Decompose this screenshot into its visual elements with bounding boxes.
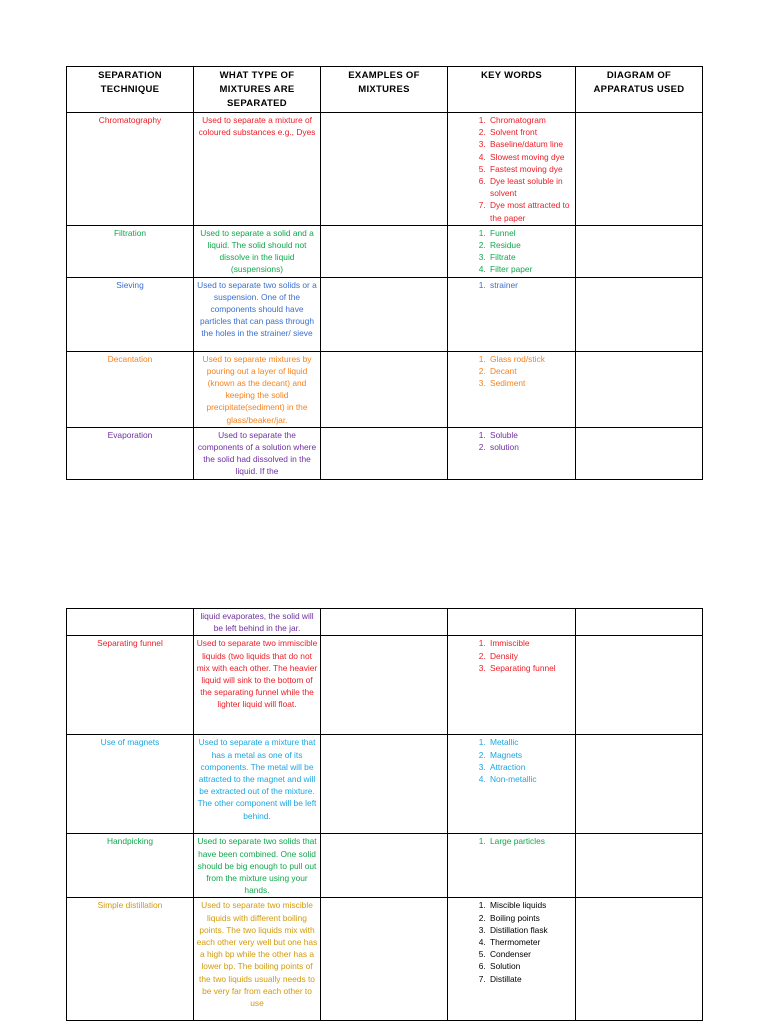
keyword-item: 3. Filtrate xyxy=(488,251,573,263)
description-cell: Used to separate the components of a solution where the solid had dissolved in the liquid. If the xyxy=(194,427,321,479)
keyword-item: 4. Thermometer xyxy=(488,936,573,948)
keyword-item: 3. Sediment xyxy=(488,377,573,389)
keyword-list xyxy=(450,637,573,674)
diagram-cell xyxy=(576,427,703,479)
keyword-item: 6. Dye least soluble in solvent xyxy=(488,175,573,199)
keyword-item: 5. Fastest moving dye xyxy=(488,163,573,175)
diagram-cell xyxy=(576,834,703,898)
keyword-list xyxy=(450,835,573,847)
examples-cell xyxy=(321,427,448,479)
description-cell: Used to separate two solids or a suspension. One of the components should have particles that can pass through the holes in the strainer/ sieve xyxy=(194,277,321,351)
table-row xyxy=(67,609,703,636)
separation-table-part-2 xyxy=(66,608,703,1021)
keyword-list xyxy=(450,899,573,984)
header-mixtures: WHAT TYPE OF MIXTURES ARE SEPARATED xyxy=(194,67,321,113)
table-row xyxy=(67,636,703,735)
examples-cell xyxy=(321,636,448,735)
keyword-item: 4. Filter paper xyxy=(488,263,573,275)
keyword-item: 1. Chromatogram xyxy=(488,114,573,126)
description-cell: Used to separate two solids that have been combined. One solid should be big enough to pull out from the mixture using your hands. xyxy=(194,834,321,898)
keyword-item: 6. Solution xyxy=(488,960,573,972)
diagram-cell xyxy=(576,898,703,1021)
keyword-item: 2. Solvent front xyxy=(488,126,573,138)
keywords-cell xyxy=(448,113,576,226)
keyword-item: 3. Separating funnel xyxy=(488,662,573,674)
diagram-cell xyxy=(576,735,703,834)
keywords-cell xyxy=(448,834,576,898)
keywords-cell xyxy=(448,735,576,834)
table-row xyxy=(67,735,703,834)
diagram-cell xyxy=(576,351,703,427)
keywords-cell xyxy=(448,277,576,351)
diagram-cell xyxy=(576,636,703,735)
keyword-item: 7. Distillate xyxy=(488,973,573,985)
keyword-list xyxy=(450,114,573,224)
keyword-item: 5. Condenser xyxy=(488,948,573,960)
keyword-list xyxy=(450,429,573,453)
keyword-item: 2. solution xyxy=(488,441,573,453)
diagram-cell xyxy=(576,113,703,226)
keywords-cell xyxy=(448,636,576,735)
keyword-item: 4. Slowest moving dye xyxy=(488,151,573,163)
header-row xyxy=(67,67,703,113)
keyword-item: 3. Attraction xyxy=(488,761,573,773)
description-cell: Used to separate a mixture that has a metal as one of its components. The metal will be attracted to the magnet and will be extracted out of the mixture. The other component will be left behind. xyxy=(194,735,321,834)
description-cell: Used to separate two miscible liquids with different boiling points. The two liquids mix with each other very well but one has a high bp while the other has a lower bp. The boiling points of the two liquids usually needs to be very far from each other to use xyxy=(194,898,321,1021)
header-diagram: DIAGRAM OF APPARATUS USED xyxy=(576,67,703,113)
keyword-item: 7. Dye most attracted to the paper xyxy=(488,199,573,223)
technique-cell: Separating funnel xyxy=(67,636,194,735)
description-cell: Used to separate mixtures by pouring out a layer of liquid (known as the decant) and keeping the solid precipitate(sediment) in the glass/beaker/jar. xyxy=(194,351,321,427)
examples-cell xyxy=(321,351,448,427)
diagram-cell xyxy=(576,609,703,636)
header-examples: EXAMPLES OF MIXTURES xyxy=(321,67,448,113)
keyword-item: 3. Distillation flask xyxy=(488,924,573,936)
keyword-item: 1. Miscible liquids xyxy=(488,899,573,911)
technique-cell: Evaporation xyxy=(67,427,194,479)
keyword-item: 1. strainer xyxy=(488,279,573,291)
keyword-list xyxy=(450,279,573,291)
keyword-item: 1. Glass rod/stick xyxy=(488,353,573,365)
table-row xyxy=(67,113,703,226)
technique-cell: Sieving xyxy=(67,277,194,351)
table-row xyxy=(67,427,703,479)
technique-cell: Simple distillation xyxy=(67,898,194,1021)
keyword-item: 1. Immiscible xyxy=(488,637,573,649)
keyword-item: 1. Funnel xyxy=(488,227,573,239)
keyword-item: 1. Soluble xyxy=(488,429,573,441)
description-cell: Used to separate two immiscible liquids (two liquids that do not mix with each other. The heavier liquid will sink to the bottom of the separating funnel while the lighter liquid will float. xyxy=(194,636,321,735)
keywords-cell xyxy=(448,225,576,277)
keywords-cell xyxy=(448,898,576,1021)
table-row xyxy=(67,225,703,277)
description-cell: Used to separate a mixture of coloured substances e.g., Dyes xyxy=(194,113,321,226)
examples-cell xyxy=(321,834,448,898)
keyword-item: 2. Residue xyxy=(488,239,573,251)
keywords-cell xyxy=(448,609,576,636)
examples-cell xyxy=(321,735,448,834)
keyword-list xyxy=(450,353,573,390)
keyword-item: 2. Decant xyxy=(488,365,573,377)
technique-cell: Decantation xyxy=(67,351,194,427)
technique-cell xyxy=(67,609,194,636)
keywords-cell xyxy=(448,351,576,427)
keyword-item: 2. Boiling points xyxy=(488,912,573,924)
table-row xyxy=(67,898,703,1021)
technique-cell: Use of magnets xyxy=(67,735,194,834)
examples-cell xyxy=(321,277,448,351)
description-cell: Used to separate a solid and a liquid. The solid should not dissolve in the liquid (suspensions) xyxy=(194,225,321,277)
header-technique: SEPARATION TECHNIQUE xyxy=(67,67,194,113)
keyword-list xyxy=(450,736,573,785)
table-row xyxy=(67,277,703,351)
diagram-cell xyxy=(576,225,703,277)
header-keywords: KEY WORDS xyxy=(448,67,576,113)
technique-cell: Handpicking xyxy=(67,834,194,898)
table-row xyxy=(67,351,703,427)
description-cell: liquid evaporates, the solid will be left behind in the jar. xyxy=(194,609,321,636)
examples-cell xyxy=(321,898,448,1021)
keyword-item: 1. Large particles xyxy=(488,835,573,847)
diagram-cell xyxy=(576,277,703,351)
keyword-item: 3. Baseline/datum line xyxy=(488,138,573,150)
keyword-list xyxy=(450,227,573,276)
technique-cell: Chromatography xyxy=(67,113,194,226)
keywords-cell xyxy=(448,427,576,479)
separation-table-part-1 xyxy=(66,66,703,480)
keyword-item: 2. Density xyxy=(488,650,573,662)
examples-cell xyxy=(321,609,448,636)
keyword-item: 1. Metallic xyxy=(488,736,573,748)
keyword-item: 4. Non-metallic xyxy=(488,773,573,785)
technique-cell: Filtration xyxy=(67,225,194,277)
table-row xyxy=(67,834,703,898)
keyword-item: 2. Magnets xyxy=(488,749,573,761)
examples-cell xyxy=(321,113,448,226)
examples-cell xyxy=(321,225,448,277)
